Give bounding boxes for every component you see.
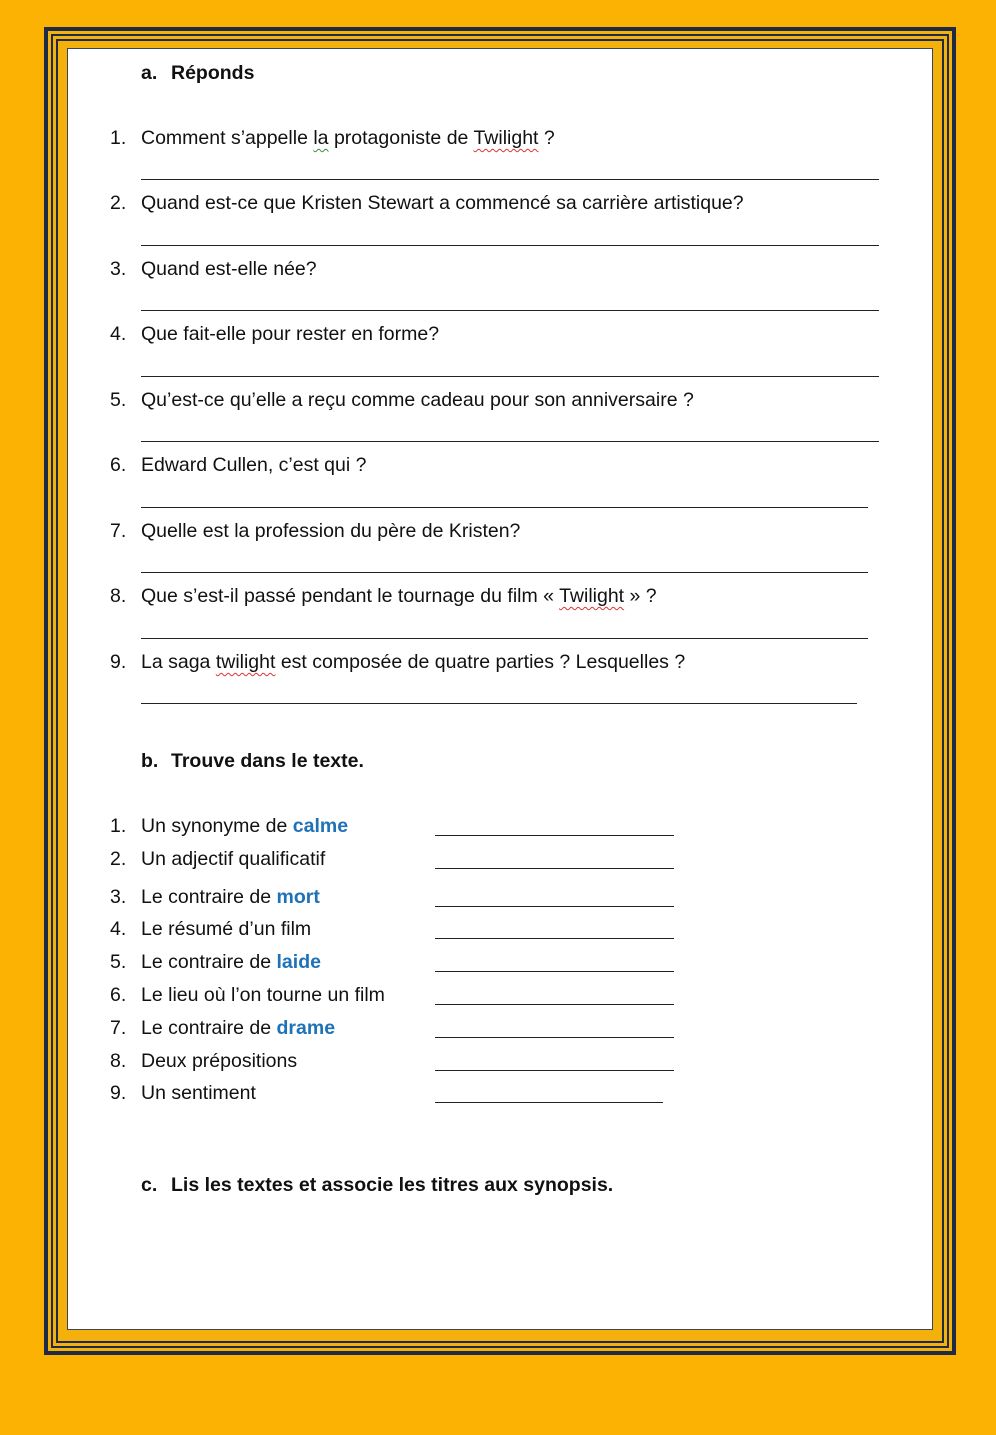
answer-line[interactable] — [141, 179, 879, 180]
question-text: La saga twilight est composée de quatre parties ? Lesquelles ? — [141, 651, 686, 673]
item-text: Un sentiment — [141, 1082, 256, 1104]
section-c-label: c. — [141, 1174, 158, 1196]
question-number: 3. — [110, 258, 127, 280]
answer-line[interactable] — [141, 376, 879, 377]
answer-line[interactable] — [435, 938, 674, 939]
answer-line[interactable] — [141, 310, 879, 311]
item-number: 1. — [110, 815, 127, 837]
item-text: Le contraire de mort — [141, 886, 320, 908]
answer-line[interactable] — [141, 245, 879, 246]
question-text: Que fait-elle pour rester en forme? — [141, 323, 440, 345]
question-number: 2. — [110, 192, 127, 214]
item-number: 7. — [110, 1017, 127, 1039]
question-text: Quelle est la profession du père de Kristen? — [141, 520, 521, 542]
question-number: 9. — [110, 651, 127, 673]
highlight-word: drame — [276, 1017, 336, 1039]
highlight-word: mort — [276, 886, 320, 908]
question-text: Qu’est-ce qu’elle a reçu comme cadeau pour son anniversaire ? — [141, 389, 694, 411]
section-c-title: Lis les textes et associe les titres aux synopsis. — [171, 1174, 614, 1196]
answer-line[interactable] — [435, 971, 674, 972]
question-number: 4. — [110, 323, 127, 345]
answer-line[interactable] — [435, 1070, 674, 1071]
item-text: Le contraire de laide — [141, 951, 321, 973]
item-text: Le résumé d’un film — [141, 918, 312, 940]
item-number: 5. — [110, 951, 127, 973]
item-text: Le lieu où l’on tourne un film — [141, 984, 385, 1006]
question-number: 6. — [110, 454, 127, 476]
question-number: 8. — [110, 585, 127, 607]
question-number: 1. — [110, 127, 127, 149]
item-number: 8. — [110, 1050, 127, 1072]
answer-line[interactable] — [141, 572, 868, 573]
highlight-word: calme — [292, 815, 349, 837]
answer-line[interactable] — [435, 1037, 674, 1038]
item-number: 4. — [110, 918, 127, 940]
highlight-word: laide — [276, 951, 321, 973]
answer-line[interactable] — [141, 507, 868, 508]
item-text: Le contraire de drame — [141, 1017, 336, 1039]
item-number: 9. — [110, 1082, 127, 1104]
item-number: 3. — [110, 886, 127, 908]
section-a-title: Réponds — [171, 62, 255, 84]
question-text: Comment s’appelle la protagoniste de Twilight ? — [141, 127, 555, 149]
answer-line[interactable] — [435, 835, 674, 836]
answer-line[interactable] — [435, 1004, 674, 1005]
question-number: 5. — [110, 389, 127, 411]
answer-line[interactable] — [141, 638, 868, 639]
item-text: Deux prépositions — [141, 1050, 298, 1072]
question-text: Que s’est-il passé pendant le tournage du film « Twilight » ? — [141, 585, 657, 607]
item-number: 2. — [110, 848, 127, 870]
answer-line[interactable] — [435, 1102, 663, 1103]
question-text: Quand est-ce que Kristen Stewart a commencé sa carrière artistique? — [141, 192, 744, 214]
answer-line[interactable] — [141, 703, 857, 704]
section-b-label: b. — [141, 750, 159, 772]
item-text: Un synonyme de calme — [141, 815, 349, 837]
item-number: 6. — [110, 984, 127, 1006]
section-a-label: a. — [141, 62, 158, 84]
answer-line[interactable] — [141, 441, 879, 442]
answer-line[interactable] — [435, 868, 674, 869]
section-b-title: Trouve dans le texte. — [171, 750, 364, 772]
answer-line[interactable] — [435, 906, 674, 907]
question-text: Edward Cullen, c’est qui ? — [141, 454, 367, 476]
item-text: Un adjectif qualificatif — [141, 848, 326, 870]
question-number: 7. — [110, 520, 127, 542]
worksheet-page — [67, 48, 933, 1330]
question-text: Quand est-elle née? — [141, 258, 317, 280]
